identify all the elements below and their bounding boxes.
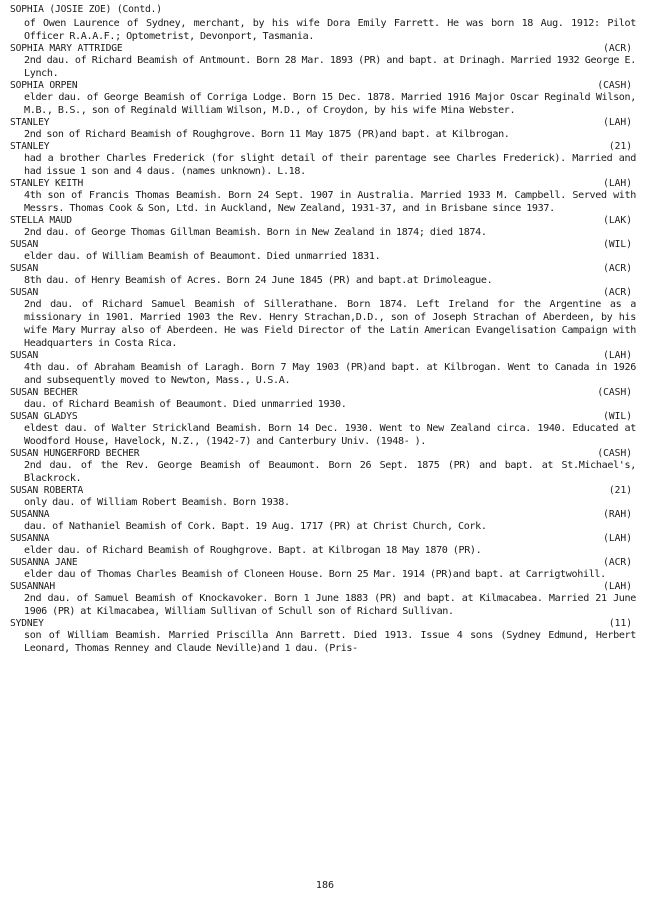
entry-list <box>10 4 636 655</box>
entry-header <box>10 533 636 544</box>
entry-name: SUSANNA <box>10 533 50 544</box>
entry-text: eldest dau. of Walter Strickland Beamish. Born 14 Dec. 1930. Went to New Zealand circa. 1940. Educated at Woodford House, Havelock, N.Z., (1942-7) and Canterbury Univ. (1948- ). <box>24 423 636 447</box>
entry-code: (ACR) <box>603 287 632 298</box>
entry-header <box>10 387 636 398</box>
entry <box>10 387 636 411</box>
entry-text: dau. of Nathaniel Beamish of Cork. Bapt. 19 Aug. 1717 (PR) at Christ Church, Cork. <box>24 521 487 532</box>
entry-code: (21) <box>608 141 632 152</box>
entry-text: 4th son of Francis Thomas Beamish. Born 24 Sept. 1907 in Australia. Married 1933 M. Campbell. Served with Messrs. Thomas Cook & Son, Ltd. in Auckland, New Zealand, 1931-37, and in Brisbane since 1937. <box>24 190 636 214</box>
entry <box>10 43 636 80</box>
entry-code: (ACR) <box>603 557 632 568</box>
entry-name: SUSAN <box>10 239 39 250</box>
entry-code: (CASH) <box>597 80 632 91</box>
entry-name: STELLA MAUD <box>10 215 72 226</box>
entry-header <box>10 581 636 592</box>
entry-name: STANLEY <box>10 117 50 128</box>
entry-text: of Owen Laurence of Sydney, merchant, by his wife Dora Emily Farrett. He was born 18 Aug. 1912: Pilot Officer R.A.A.F.; Optometrist, Devonport, Tasmania. <box>24 18 636 42</box>
entry-text: 2nd dau. of Richard Beamish of Antmount. Born 28 Mar. 1893 (PR) and bapt. at Drinagh. Married 1932 George E. Lynch. <box>24 55 636 79</box>
entry-header <box>10 141 636 152</box>
entry <box>10 178 636 215</box>
entry-code: (11) <box>608 618 632 629</box>
entry-name: SUSANNA <box>10 509 50 520</box>
entry-code: (LAH) <box>603 178 632 189</box>
entry <box>10 80 636 117</box>
entry-name: SOPHIA ORPEN <box>10 80 78 91</box>
entry-text: 2nd dau. of Richard Samuel Beamish of Sillerathane. Born 1874. Left Ireland for the Argentine as a missionary in 1901. Married 1903 the Rev. Henry Strachan,D.D., son of Joseph Strachan of Aberdeen, by his wife Mary Murray also of Aberdeen. He was Field Director of the Latin American Evangelisation Campaign with Headquarters in Costa Rica. <box>24 299 636 349</box>
entry-code: (ACR) <box>603 43 632 54</box>
entry-text: elder dau of Thomas Charles Beamish of Cloneen House. Born 25 Mar. 1914 (PR)and bapt. at Carrigtwohill. <box>24 569 606 580</box>
entry-code: (WIL) <box>603 411 632 422</box>
entry-name: SUSAN GLADYS <box>10 411 78 422</box>
entry-text: 2nd dau. of the Rev. George Beamish of Beaumont. Born 26 Sept. 1875 (PR) and bapt. at St.Michael's, Blackrock. <box>24 460 636 484</box>
entry-header <box>10 215 636 226</box>
entry-header <box>10 557 636 568</box>
entry-code: (ACR) <box>603 263 632 274</box>
entry-text: only dau. of William Robert Beamish. Born 1938. <box>24 497 290 508</box>
entry-text: elder dau. of Richard Beamish of Roughgrove. Bapt. at Kilbrogan 18 May 1870 (PR). <box>24 545 482 556</box>
entry-text: 2nd dau. of George Thomas Gillman Beamish. Born in New Zealand in 1874; died 1874. <box>24 227 487 238</box>
entry <box>10 117 636 141</box>
entry-text: 2nd dau. of Samuel Beamish of Knockavoker. Born 1 June 1883 (PR) and bapt. at Kilmacabea. Married 21 June 1906 (PR) at Kilmacabea, William Sullivan of Schull son of Richard Sullivan. <box>24 593 636 617</box>
entry-name: SUSAN ROBERTA <box>10 485 84 496</box>
entry-text: had a brother Charles Frederick (for slight detail of their parentage see Charles Frederick). Married and had issue 1 son and 4 daus. (names unknown). L.18. <box>24 153 636 177</box>
entry-text: 4th dau. of Abraham Beamish of Laragh. Born 7 May 1903 (PR)and bapt. at Kilbrogan. Went to Canada in 1926 and subsequently moved to Newton, Mass., U.S.A. <box>24 362 636 386</box>
entry-text: dau. of Richard Beamish of Beaumont. Died unmarried 1930. <box>24 399 347 410</box>
entry-name: STANLEY KEITH <box>10 178 84 189</box>
entry-header <box>10 350 636 361</box>
entry-header <box>10 239 636 250</box>
entry-code: (LAH) <box>603 117 632 128</box>
entry-code: (LAH) <box>603 533 632 544</box>
entry-header <box>10 117 636 128</box>
entry <box>10 287 636 350</box>
entry <box>10 141 636 178</box>
entry-code: (CASH) <box>597 448 632 459</box>
entry-name: SUSAN <box>10 287 39 298</box>
entry-name: SUSAN <box>10 350 39 361</box>
entry <box>10 448 636 485</box>
entry-code: (LAH) <box>603 350 632 361</box>
entry <box>10 411 636 448</box>
entry-header <box>10 4 636 17</box>
entry <box>10 215 636 239</box>
entry <box>10 557 636 581</box>
entry <box>10 485 636 509</box>
entry <box>10 581 636 618</box>
entry-header <box>10 80 636 91</box>
entry <box>10 618 636 655</box>
entry-header <box>10 178 636 189</box>
entry <box>10 239 636 263</box>
entry-header <box>10 618 636 629</box>
entry-code: (21) <box>608 485 632 496</box>
entry <box>10 263 636 287</box>
entry-name: SYDNEY <box>10 618 44 629</box>
entry-header <box>10 448 636 459</box>
entry <box>10 350 636 387</box>
entry-text: 2nd son of Richard Beamish of Roughgrove. Born 11 May 1875 (PR)and bapt. at Kilbrogan. <box>24 129 510 140</box>
entry-header <box>10 263 636 274</box>
entry-name: SUSAN BECHER <box>10 387 78 398</box>
entry-name: SOPHIA (JOSIE ZOE) (Contd.) <box>10 4 162 15</box>
entry <box>10 4 636 43</box>
page-number: 186 <box>315 880 335 891</box>
entry-name: SOPHIA MARY ATTRIDGE <box>10 43 123 54</box>
entry-name: SUSANNA JANE <box>10 557 78 568</box>
entry-header <box>10 287 636 298</box>
entry-code: (LAK) <box>603 215 632 226</box>
entry-text: son of William Beamish. Married Priscilla Ann Barrett. Died 1913. Issue 4 sons (Sydney Edmund, Herbert Leonard, Thomas Renney and Claude Neville)and 1 dau. (Pris- <box>24 630 636 654</box>
entry-code: (WIL) <box>603 239 632 250</box>
entry-name: STANLEY <box>10 141 50 152</box>
entry-code: (RAH) <box>603 509 632 520</box>
entry-name: SUSAN <box>10 263 39 274</box>
entry-code: (CASH) <box>597 387 632 398</box>
entry-header <box>10 43 636 54</box>
entry-text: 8th dau. of Henry Beamish of Acres. Born 24 June 1845 (PR) and bapt.at Drimoleague. <box>24 275 493 286</box>
entry <box>10 509 636 533</box>
entry-text: elder dau. of William Beamish of Beaumont. Died unmarried 1831. <box>24 251 381 262</box>
entry-name: SUSAN HUNGERFORD BECHER <box>10 448 140 459</box>
entry-name: SUSANNAH <box>10 581 56 592</box>
entry <box>10 533 636 557</box>
entry-header <box>10 509 636 520</box>
entry-code: (LAH) <box>603 581 632 592</box>
entry-text: elder dau. of George Beamish of Corriga Lodge. Born 15 Dec. 1878. Married 1916 Major Oscar Reginald Wilson, M.B., B.S., son of Reginald William Wilson, M.D., of Croydon, by his wife Mina Webster. <box>24 92 636 116</box>
entry-header <box>10 485 636 496</box>
entry-header <box>10 411 636 422</box>
